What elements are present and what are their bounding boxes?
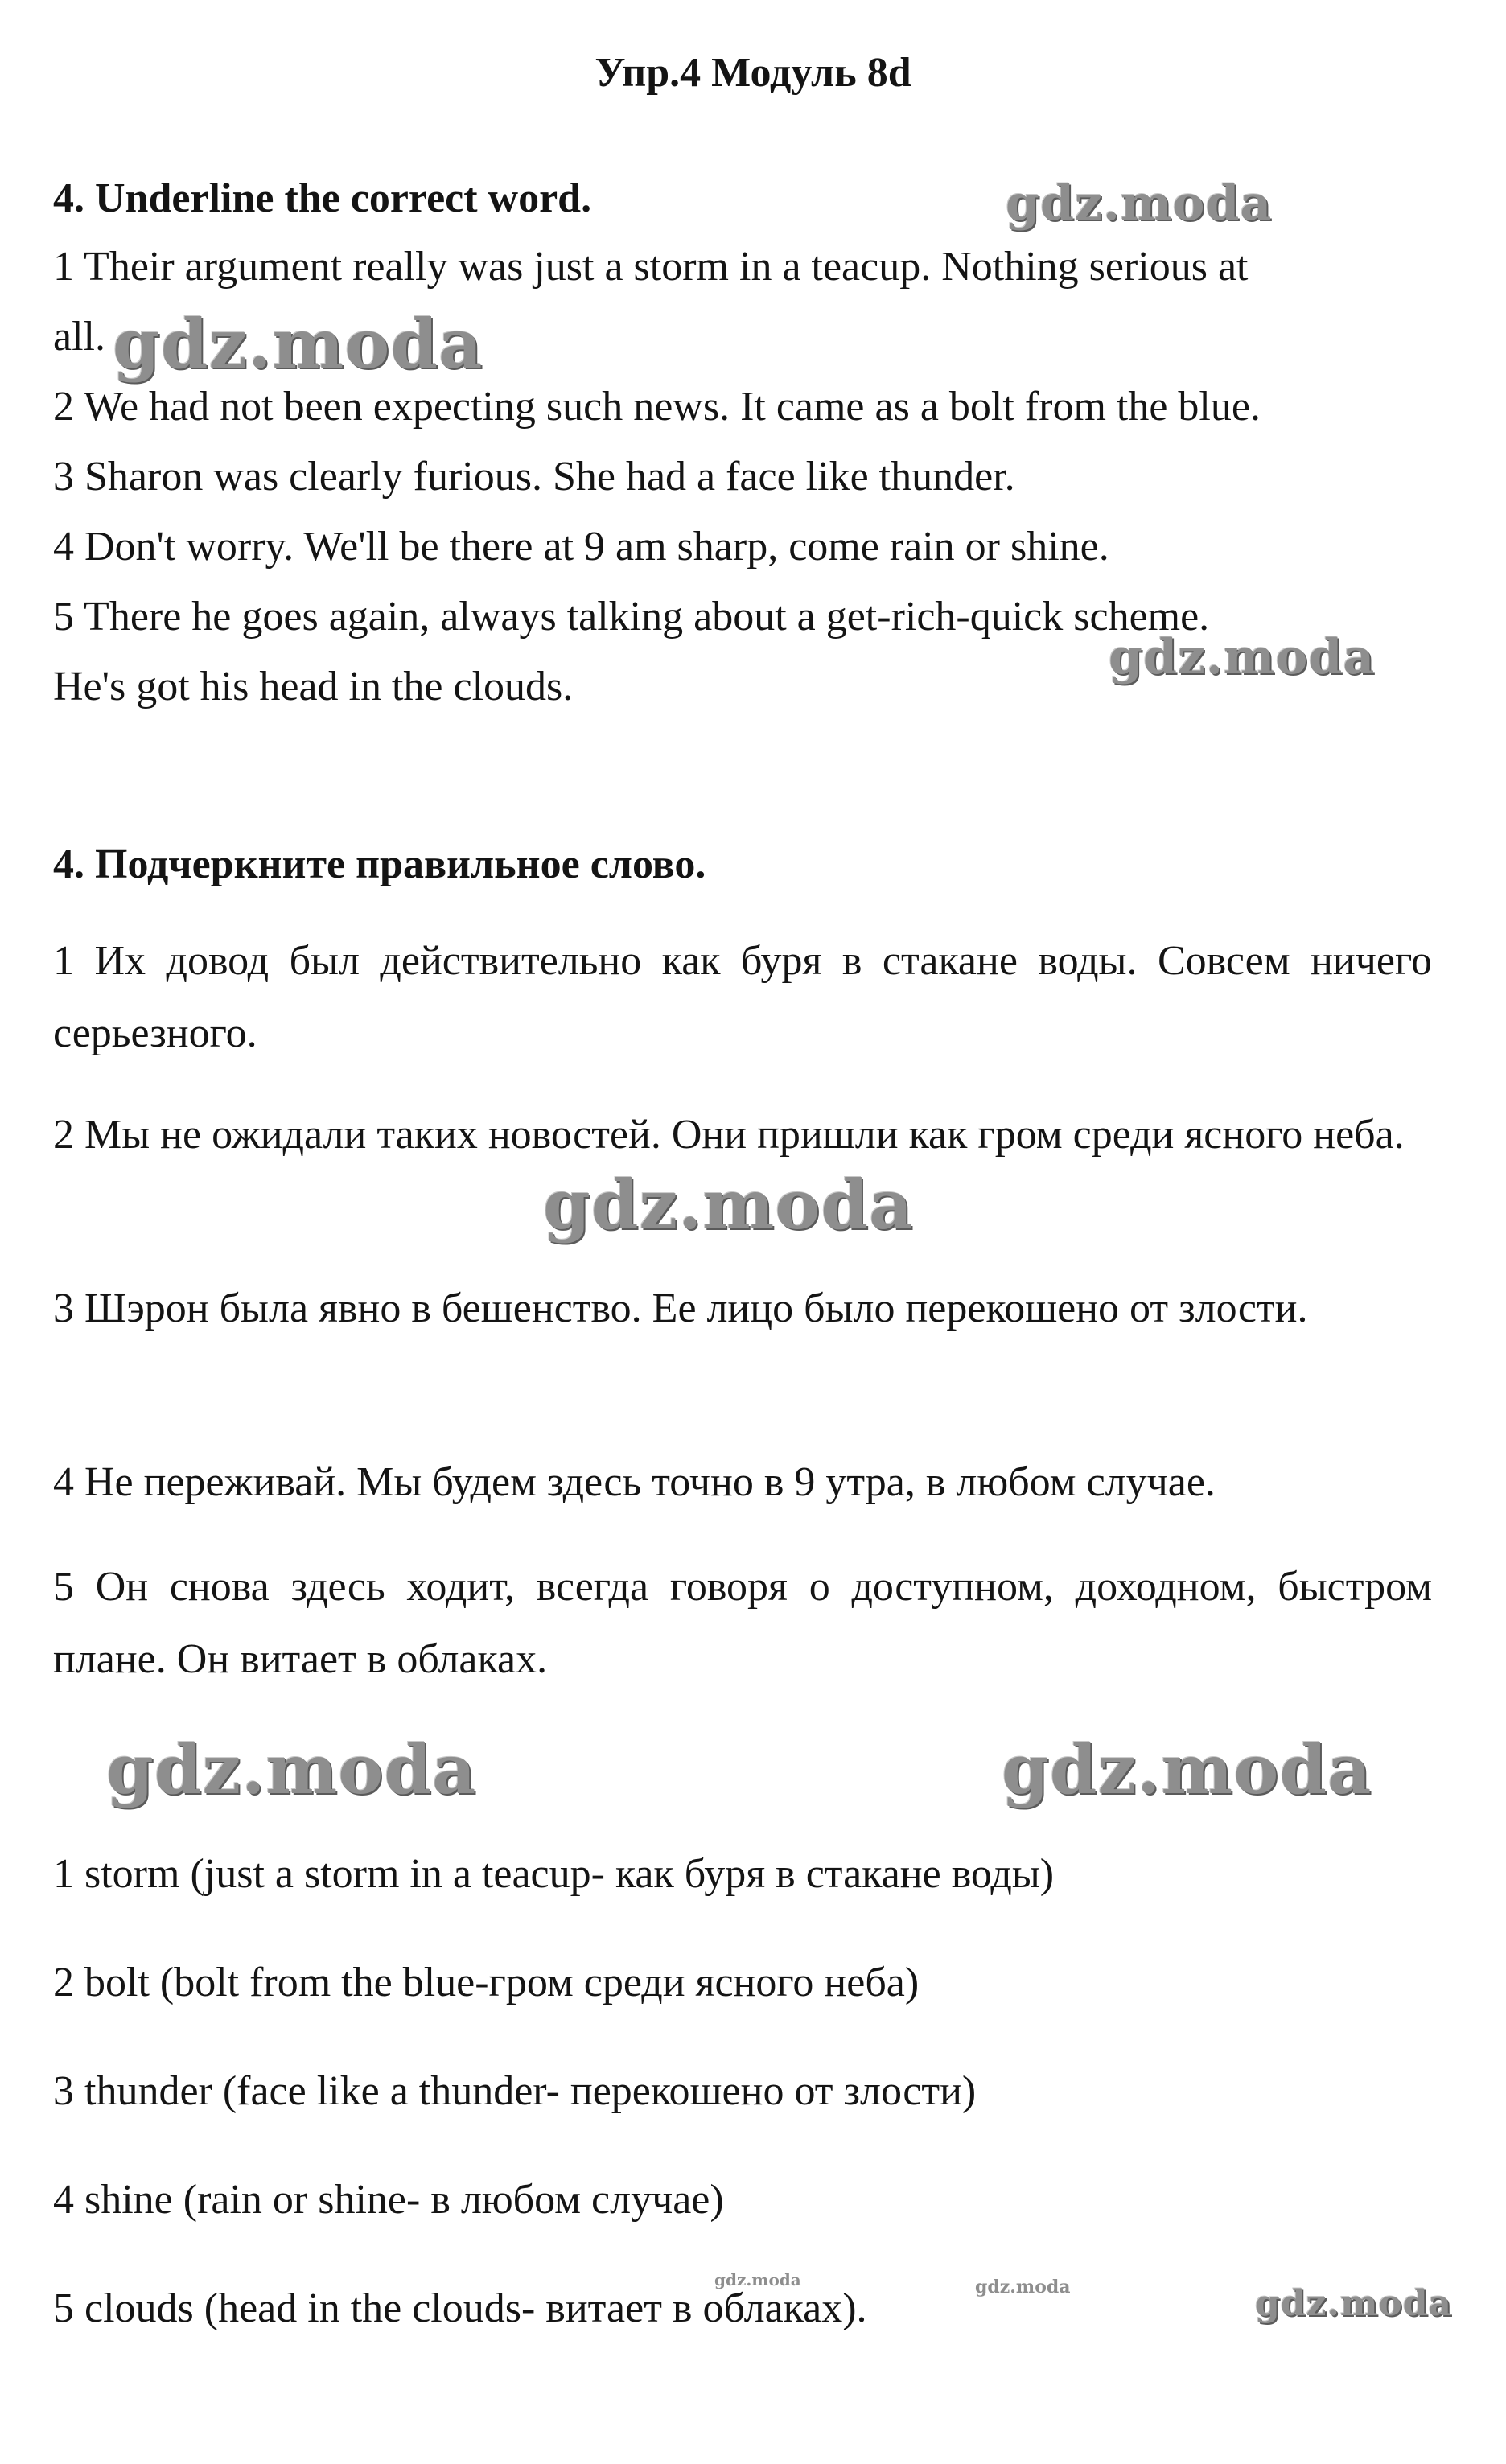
english-line: 3 Sharon was clearly furious. She had a face like thunder.: [53, 454, 1015, 500]
russian-paragraph: 3 Шэрон была явно в бешенство. Ее лицо было перекошено от злости.: [53, 1285, 1308, 1331]
watermark: gdz.moda: [1255, 2283, 1453, 2324]
watermark: gdz.moda: [1006, 175, 1273, 232]
watermark: gdz.moda: [714, 2270, 801, 2289]
russian-paragraph: 2 Мы не ожидали таких новостей. Они пришли как гром среди ясного неба.: [53, 1112, 1405, 1158]
watermark: gdz.moda: [543, 1165, 914, 1244]
watermark: gdz.moda: [1002, 1730, 1372, 1809]
english-heading: 4. Underline the correct word.: [53, 175, 592, 221]
answer-line: 1 storm (just a storm in a teacup- как буря в стакане воды): [53, 1851, 1055, 1897]
russian-paragraph: 1 Их довод был действительно как буря в стакане воды. Совсем ничего серьезного.: [53, 938, 1432, 1056]
english-line: all.: [53, 314, 105, 360]
russian-heading: 4. Подчеркните правильное слово.: [53, 841, 706, 887]
english-line: 2 We had not been expecting such news. It came as a bolt from the blue.: [53, 384, 1261, 430]
page-title: Упр.4 Модуль 8d: [595, 50, 911, 96]
watermark: gdz.moda: [975, 2277, 1071, 2297]
english-line: He's got his head in the clouds.: [53, 664, 574, 710]
russian-paragraph: 5 Он снова здесь ходит, всегда говоря о доступном, доходном, быстром плане. Он витает в облаках.: [53, 1564, 1432, 1682]
answer-line: 2 bolt (bolt from the blue-гром среди ясного неба): [53, 1960, 920, 2005]
russian-paragraph: 4 Не переживай. Мы будем здесь точно в 9 утра, в любом случае.: [53, 1459, 1216, 1505]
watermark: gdz.moda: [106, 1730, 477, 1809]
english-line: 5 There he goes again, always talking about a get-rich-quick scheme.: [53, 594, 1210, 640]
english-line: 4 Don't worry. We'll be there at 9 am sharp, come rain or shine.: [53, 524, 1109, 570]
watermark: gdz.moda: [1109, 629, 1376, 685]
answer-line: 5 clouds (head in the clouds- витает в облаках).: [53, 2285, 867, 2331]
answer-line: 4 shine (rain or shine- в любом случае): [53, 2177, 724, 2223]
answer-line: 3 thunder (face like a thunder- перекошено от злости): [53, 2068, 977, 2114]
watermark: gdz.moda: [113, 304, 483, 384]
english-line: 1 Their argument really was just a storm in a teacup. Nothing serious at: [53, 244, 1249, 290]
